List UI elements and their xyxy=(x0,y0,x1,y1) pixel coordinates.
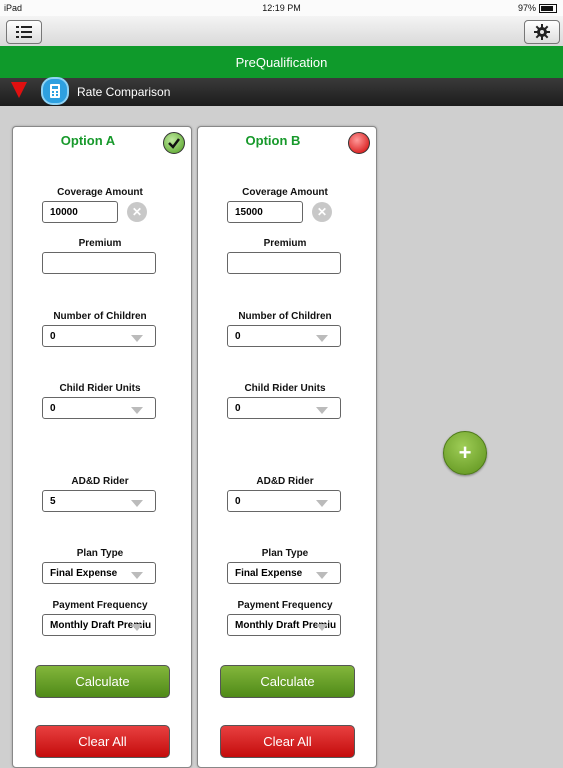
payment-frequency-value: Monthly Draft Premiu xyxy=(50,620,152,631)
chevron-down-icon xyxy=(316,572,328,579)
triangle-down-icon[interactable] xyxy=(11,82,27,98)
plan-type-select[interactable] xyxy=(227,562,341,584)
calculate-button[interactable]: Calculate xyxy=(35,665,170,698)
plan-type-select[interactable] xyxy=(42,562,156,584)
add-rider-label: AD&D Rider xyxy=(71,476,129,487)
device-label: iPad xyxy=(4,3,23,13)
rider-units-select[interactable] xyxy=(227,397,341,419)
battery-icon xyxy=(539,4,557,13)
settings-button[interactable] xyxy=(524,20,560,44)
chevron-down-icon xyxy=(316,500,328,507)
add-rider-value: 5 xyxy=(50,496,56,507)
rider-units-label: Child Rider Units xyxy=(59,383,141,394)
clear-input-icon[interactable]: ✕ xyxy=(127,202,147,222)
premium-label: Premium xyxy=(78,238,122,249)
children-select[interactable] xyxy=(227,325,341,347)
section-bar xyxy=(0,78,563,106)
plan-type-label: Plan Type xyxy=(261,548,309,559)
add-rider-select[interactable] xyxy=(42,490,156,512)
add-option-button[interactable] xyxy=(443,431,487,475)
clear-all-button[interactable]: Clear All xyxy=(220,725,355,758)
rider-units-value: 0 xyxy=(50,403,56,414)
coverage-input[interactable]: 10000 xyxy=(42,201,118,223)
clear-all-button[interactable]: Clear All xyxy=(35,725,170,758)
chevron-down-icon xyxy=(316,624,328,631)
list-icon xyxy=(16,26,32,38)
premium-input[interactable] xyxy=(227,252,341,274)
add-rider-select[interactable] xyxy=(227,490,341,512)
chevron-down-icon xyxy=(131,624,143,631)
error-status-icon xyxy=(348,132,370,154)
payment-frequency-select[interactable] xyxy=(227,614,341,636)
payment-frequency-select[interactable] xyxy=(42,614,156,636)
children-value: 0 xyxy=(235,331,241,342)
children-select[interactable] xyxy=(42,325,156,347)
chevron-down-icon xyxy=(131,500,143,507)
plus-icon: + xyxy=(458,440,472,465)
chevron-down-icon xyxy=(131,335,143,342)
premium-input[interactable] xyxy=(42,252,156,274)
rider-units-select[interactable] xyxy=(42,397,156,419)
children-value: 0 xyxy=(50,331,56,342)
battery-indicator xyxy=(518,3,557,13)
payment-frequency-label: Payment Frequency xyxy=(52,600,148,611)
chevron-down-icon xyxy=(131,407,143,414)
chevron-down-icon xyxy=(316,407,328,414)
gear-icon xyxy=(534,24,550,40)
option-title: Option B xyxy=(245,133,301,148)
payment-frequency-label: Payment Frequency xyxy=(237,600,333,611)
coverage-label: Coverage Amount xyxy=(57,187,143,198)
plan-type-label: Plan Type xyxy=(76,548,124,559)
page-title: PreQualification xyxy=(235,54,328,70)
status-bar xyxy=(0,0,563,16)
top-toolbar xyxy=(0,16,563,47)
chevron-down-icon xyxy=(131,572,143,579)
children-label: Number of Children xyxy=(53,311,147,322)
option-title: Option A xyxy=(60,133,116,148)
page-header xyxy=(0,46,563,78)
clear-input-icon[interactable]: ✕ xyxy=(312,202,332,222)
chevron-down-icon xyxy=(316,335,328,342)
calculator-icon xyxy=(41,77,69,105)
option-card-a xyxy=(12,126,192,768)
plan-type-value: Final Expense xyxy=(235,568,303,579)
rider-units-value: 0 xyxy=(235,403,241,414)
children-label: Number of Children xyxy=(238,311,332,322)
plan-type-value: Final Expense xyxy=(50,568,118,579)
section-title: Rate Comparison xyxy=(77,85,171,99)
calculate-button[interactable]: Calculate xyxy=(220,665,355,698)
battery-percent: 97% xyxy=(517,3,536,13)
rider-units-label: Child Rider Units xyxy=(244,383,326,394)
add-rider-label: AD&D Rider xyxy=(256,476,314,487)
clock: 12:19 PM xyxy=(262,3,301,13)
add-rider-value: 0 xyxy=(235,496,241,507)
check-icon xyxy=(163,132,185,154)
coverage-input[interactable]: 15000 xyxy=(227,201,303,223)
coverage-label: Coverage Amount xyxy=(242,187,328,198)
premium-label: Premium xyxy=(263,238,307,249)
option-card-b xyxy=(197,126,377,768)
menu-button[interactable] xyxy=(6,20,42,44)
payment-frequency-value: Monthly Draft Premiu xyxy=(235,620,337,631)
